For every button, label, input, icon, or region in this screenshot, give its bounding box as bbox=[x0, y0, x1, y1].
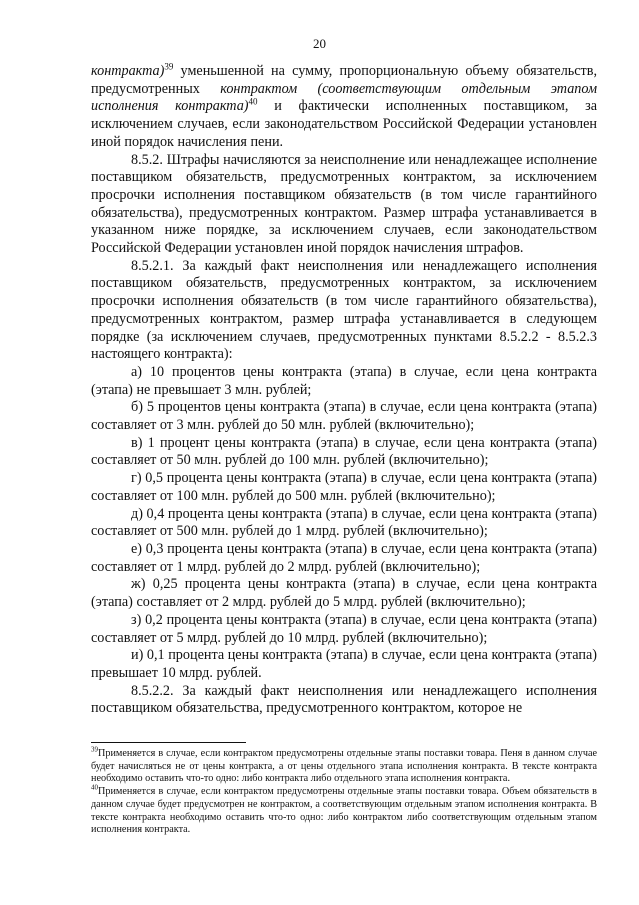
footnotes bbox=[91, 745, 597, 837]
text-run: и фактически исполненных поставщиком, за исключением случаев, если законодательством Российской Федерации установлен иной порядок начисления пени. bbox=[91, 98, 597, 150]
footnote-40 bbox=[91, 783, 597, 837]
list-item-g: г) 0,5 процента цены контракта (этапа) в случае, если цена контракта (этапа) составляет от 100 млн. рублей до 500 млн. рублей (включительно); bbox=[91, 470, 597, 504]
footnote-number: 40 bbox=[91, 783, 98, 792]
footnote-ref-39[interactable]: 39 bbox=[164, 61, 174, 72]
footnote-separator bbox=[91, 742, 246, 743]
footnote-text: Применяется в случае, если контрактом предусмотрены отдельные этапы поставки товара. Пеня в данном случае будет начисляться не от цены контракта, а от цены отдельного этапа исполнения контракта. В тексте контракта необходимо оставить что-то одно: либо контракта либо отдельного этапа исполнения контракта. bbox=[91, 748, 597, 785]
list-item-e: е) 0,3 процента цены контракта (этапа) в случае, если цена контракта (этапа) составляет от 1 млрд. рублей до 2 млрд. рублей (включительно); bbox=[91, 540, 597, 575]
footnote-text: Применяется в случае, если контрактом предусмотрены отдельные этапы поставки товара. Объем обязательств в данном случае будет предусмотрен не контрактом, а соответствующим отдельным этапом исполнения контракта. В тексте контракта необходимо оставить что-то одно: либо контрактом либо соответствующим отдельным этапом исполнения контракта. bbox=[91, 786, 597, 836]
list-item-a: а) 10 процентов цены контракта (этапа) в случае, если цена контракта (этапа) не превышает 3 млн. рублей; bbox=[91, 363, 597, 398]
paragraph-8-5-2-2: 8.5.2.2. За каждый факт неисполнения или ненадлежащего исполнения поставщиком обязательства, предусмотренного контрактом, которое не bbox=[91, 682, 597, 717]
list-item-z: з) 0,2 процента цены контракта (этапа) в случае, если цена контракта (этапа) составляет от 5 млрд. рублей до 10 млрд. рублей (включительно); bbox=[91, 611, 597, 646]
list-item-zh: ж) 0,25 процента цены контракта (этапа) в случае, если цена контракта (этапа) составляет от 2 млрд. рублей до 5 млрд. рублей (включительно); bbox=[91, 576, 597, 611]
text-run: контрактом (соответствующим отдельным этапом исполнения контракта) bbox=[91, 80, 597, 115]
text-run: контракта) bbox=[91, 63, 165, 79]
paragraph-8-5-2: 8.5.2. Штрафы начисляются за неисполнение или ненадлежащее исполнение поставщиком обязательств, предусмотренных контрактом, за исключением просрочки исполнения поставщиком обязательств (в том числе гарантийного обязательства), предусмотренных контрактом. Размер штрафа устанавливается в указанном ниже порядке, за исключением случаев, если законодательством Российской Федерации установлен иной порядок начисления штрафов. bbox=[91, 151, 597, 257]
paragraph-8-5-2-1: 8.5.2.1. За каждый факт неисполнения или ненадлежащего исполнения поставщиком обязательств, предусмотренных контрактом, за исключением просрочки исполнения обязательств (в том числе гарантийного обязательства), предусмотренных контрактом, размер штрафа устанавливается в следующем порядке (за исключением случаев, предусмотренных пунктами 8.5.2.2 - 8.5.2.3 настоящего контракта): bbox=[91, 257, 597, 363]
footnote-number: 39 bbox=[91, 745, 98, 754]
list-item-v: в) 1 процент цены контракта (этапа) в случае, если цена контракта (этапа) составляет от 50 млн. рублей до 100 млн. рублей (включительно); bbox=[91, 434, 597, 469]
list-item-i: и) 0,1 процента цены контракта (этапа) в случае, если цена контракта (этапа) превышает 10 млрд. рублей. bbox=[91, 647, 597, 681]
footnote-39 bbox=[91, 745, 597, 786]
text-run: уменьшенной на сумму, пропорциональную объему обязательств, предусмотренных bbox=[91, 63, 597, 97]
footnote-ref-40[interactable]: 40 bbox=[248, 96, 258, 107]
paragraph-continuation bbox=[91, 63, 597, 152]
list-item-d: д) 0,4 процента цены контракта (этапа) в случае, если цена контракта (этапа) составляет от 500 млн. рублей до 1 млрд. рублей (включительно); bbox=[91, 505, 597, 540]
list-item-b: б) 5 процентов цены контракта (этапа) в случае, если цена контракта (этапа) составляет от 3 млн. рублей до 50 млн. рублей (включительно); bbox=[91, 399, 597, 434]
page-number: 20 bbox=[313, 36, 326, 51]
body-text bbox=[91, 63, 597, 718]
